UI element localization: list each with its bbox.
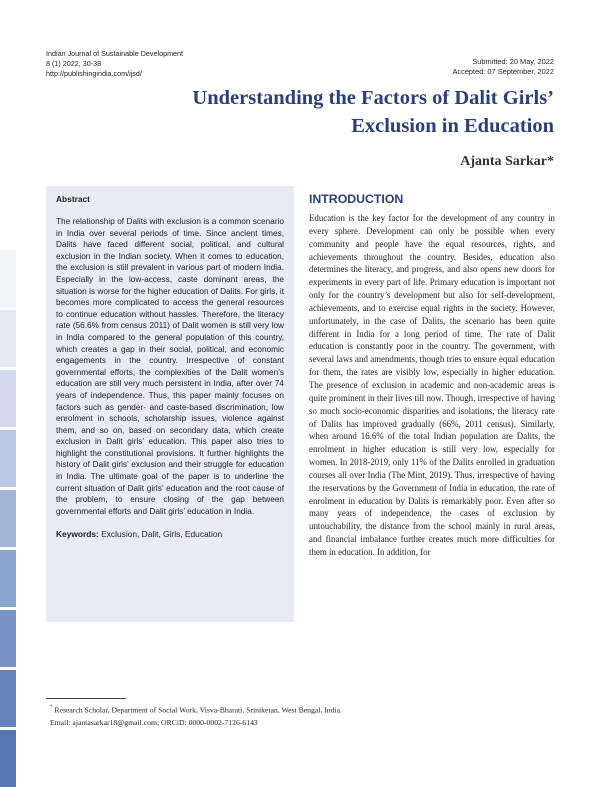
keywords-list: Exclusion, Dalit, Girls, Education [98, 529, 223, 540]
paper-title [54, 84, 554, 140]
article-dates [453, 57, 555, 77]
side-stripe [0, 550, 16, 607]
journal-issue: 8 (1) 2022, 30-38 [46, 59, 102, 68]
side-stripe [0, 370, 16, 427]
journal-info [46, 49, 183, 79]
side-stripe [0, 730, 16, 787]
side-stripe [0, 430, 16, 487]
footnote-contact: Email: ajantasarkar18@gmail.com; ORCiD: 0000-0002-7126-6143 [50, 717, 258, 727]
introduction-text: Education is the key factor for the development of any country in every sphere. Development can only be possible when every community and people have the equal resources, rights, and achievements throughout the country. Besides, education also determines the literacy, and progress, and also opens new doors for experiments in every part of life. Primary education is important not only for the country’s development but also for self-development, achievements, and to exercise equal rights in the society. However, unfortunately, in the case of Dalits, the scenario has been quite different in India for a long period of time. The rate of Dalit education is constantly poor in the country. The government, with several laws and amendments, though tries to ensure equal education for them, the rates are visibly low, especially in higher education. The presence of exclusion in academic and non-academic areas is quite prominent in their lives till now. Though, irrespective of having so much socio-economic disparities and isolations, the literacy rate of Dalits has improved gradually (66%, 2011 census). Similarly, when around 16.6% of the total Indian population are Dalits, the enrolment in higher education is still very low, especially for women. In 2018-2019, only 11% of the Dalits enrolled in graduation courses all over India (The Mint, 2019). Thus, irrespective of having the reservations by the Government of India in education, the rate of enrolment in education by Dalits is remarkably poor. Even after so many years of independence, the cases of exclusion by untouchability, the distance from the school mainly in rural areas, and financial imbalance further creates much more difficulties for them in education. In addition, for [309, 213, 555, 557]
side-stripe [0, 310, 16, 367]
journal-name: Indian Journal of Sustainable Development [46, 49, 184, 58]
side-stripe [0, 670, 16, 727]
introduction-heading: INTRODUCTION [309, 192, 404, 206]
abstract-heading: Abstract [56, 194, 90, 204]
footnote-divider [46, 698, 126, 699]
side-stripe [0, 490, 16, 547]
abstract-text: The relationship of Dalits with exclusion is a common scenario in India over several periods of time. Since ancient times, Dalits have faced different social, political, and cultural exclusion in the Indian society. When it comes to education, the exclusion is still prevalent in various part of modern India. Especially in the low-access, caste dominant areas, the situation is worse for the higher education of Dalits. For girls, it becomes more complicated to access the general resources to continue education without hassles. Therefore, the literacy rate (56.6% from census 2011) of Dalit women is still very low in India compared to the general population of this country, which creates a gap in their social, political, and economic engagements in the country. Irrespective of constant governmental efforts, the complexities of the Dalit women’s education are still very much persistent in India, after over 74 years of independence. Thus, this paper mainly focuses on factors such as gender- and caste-based discrimination, low enrolment in schools, scholarship issues, violence against them, and so on, based on secondary data, which create exclusion in Dalit girls’ education. This paper also tries to highlight the constitutional provisions. It further highlights the history of Dalit girls’ exclusion and their struggle for education in India. The ultimate goal of the paper is to underline the current situation of Dalit girls’ education and the root cause of the problem, to ensure closing of the gap between governmental efforts and Dalit girls’ education in India. [56, 217, 284, 516]
accepted-date: Accepted: 07 September, 2022 [452, 67, 554, 76]
paper-title-line1: Understanding the Factors of Dalit Girls’ [192, 87, 554, 109]
paper-title-line2: Exclusion in Education [351, 115, 554, 137]
keywords [56, 529, 284, 539]
keywords-label: Keywords: [56, 529, 99, 540]
footnote-marker: * [50, 705, 53, 710]
author-name: Ajanta Sarkar* [460, 154, 554, 169]
decorative-side-stripes [0, 250, 16, 776]
side-stripe [0, 610, 16, 667]
side-stripe [0, 250, 16, 307]
journal-url[interactable]: http://publishingindia.com/ijsd/ [46, 69, 142, 78]
footnote [50, 703, 560, 729]
abstract-box [46, 186, 294, 622]
submitted-date: Submitted: 20 May, 2022 [472, 57, 554, 66]
footnote-affiliation: Research Scholar, Department of Social Work, Visva-Bharati, Sriniketan, West Bengal, India. [54, 705, 342, 715]
